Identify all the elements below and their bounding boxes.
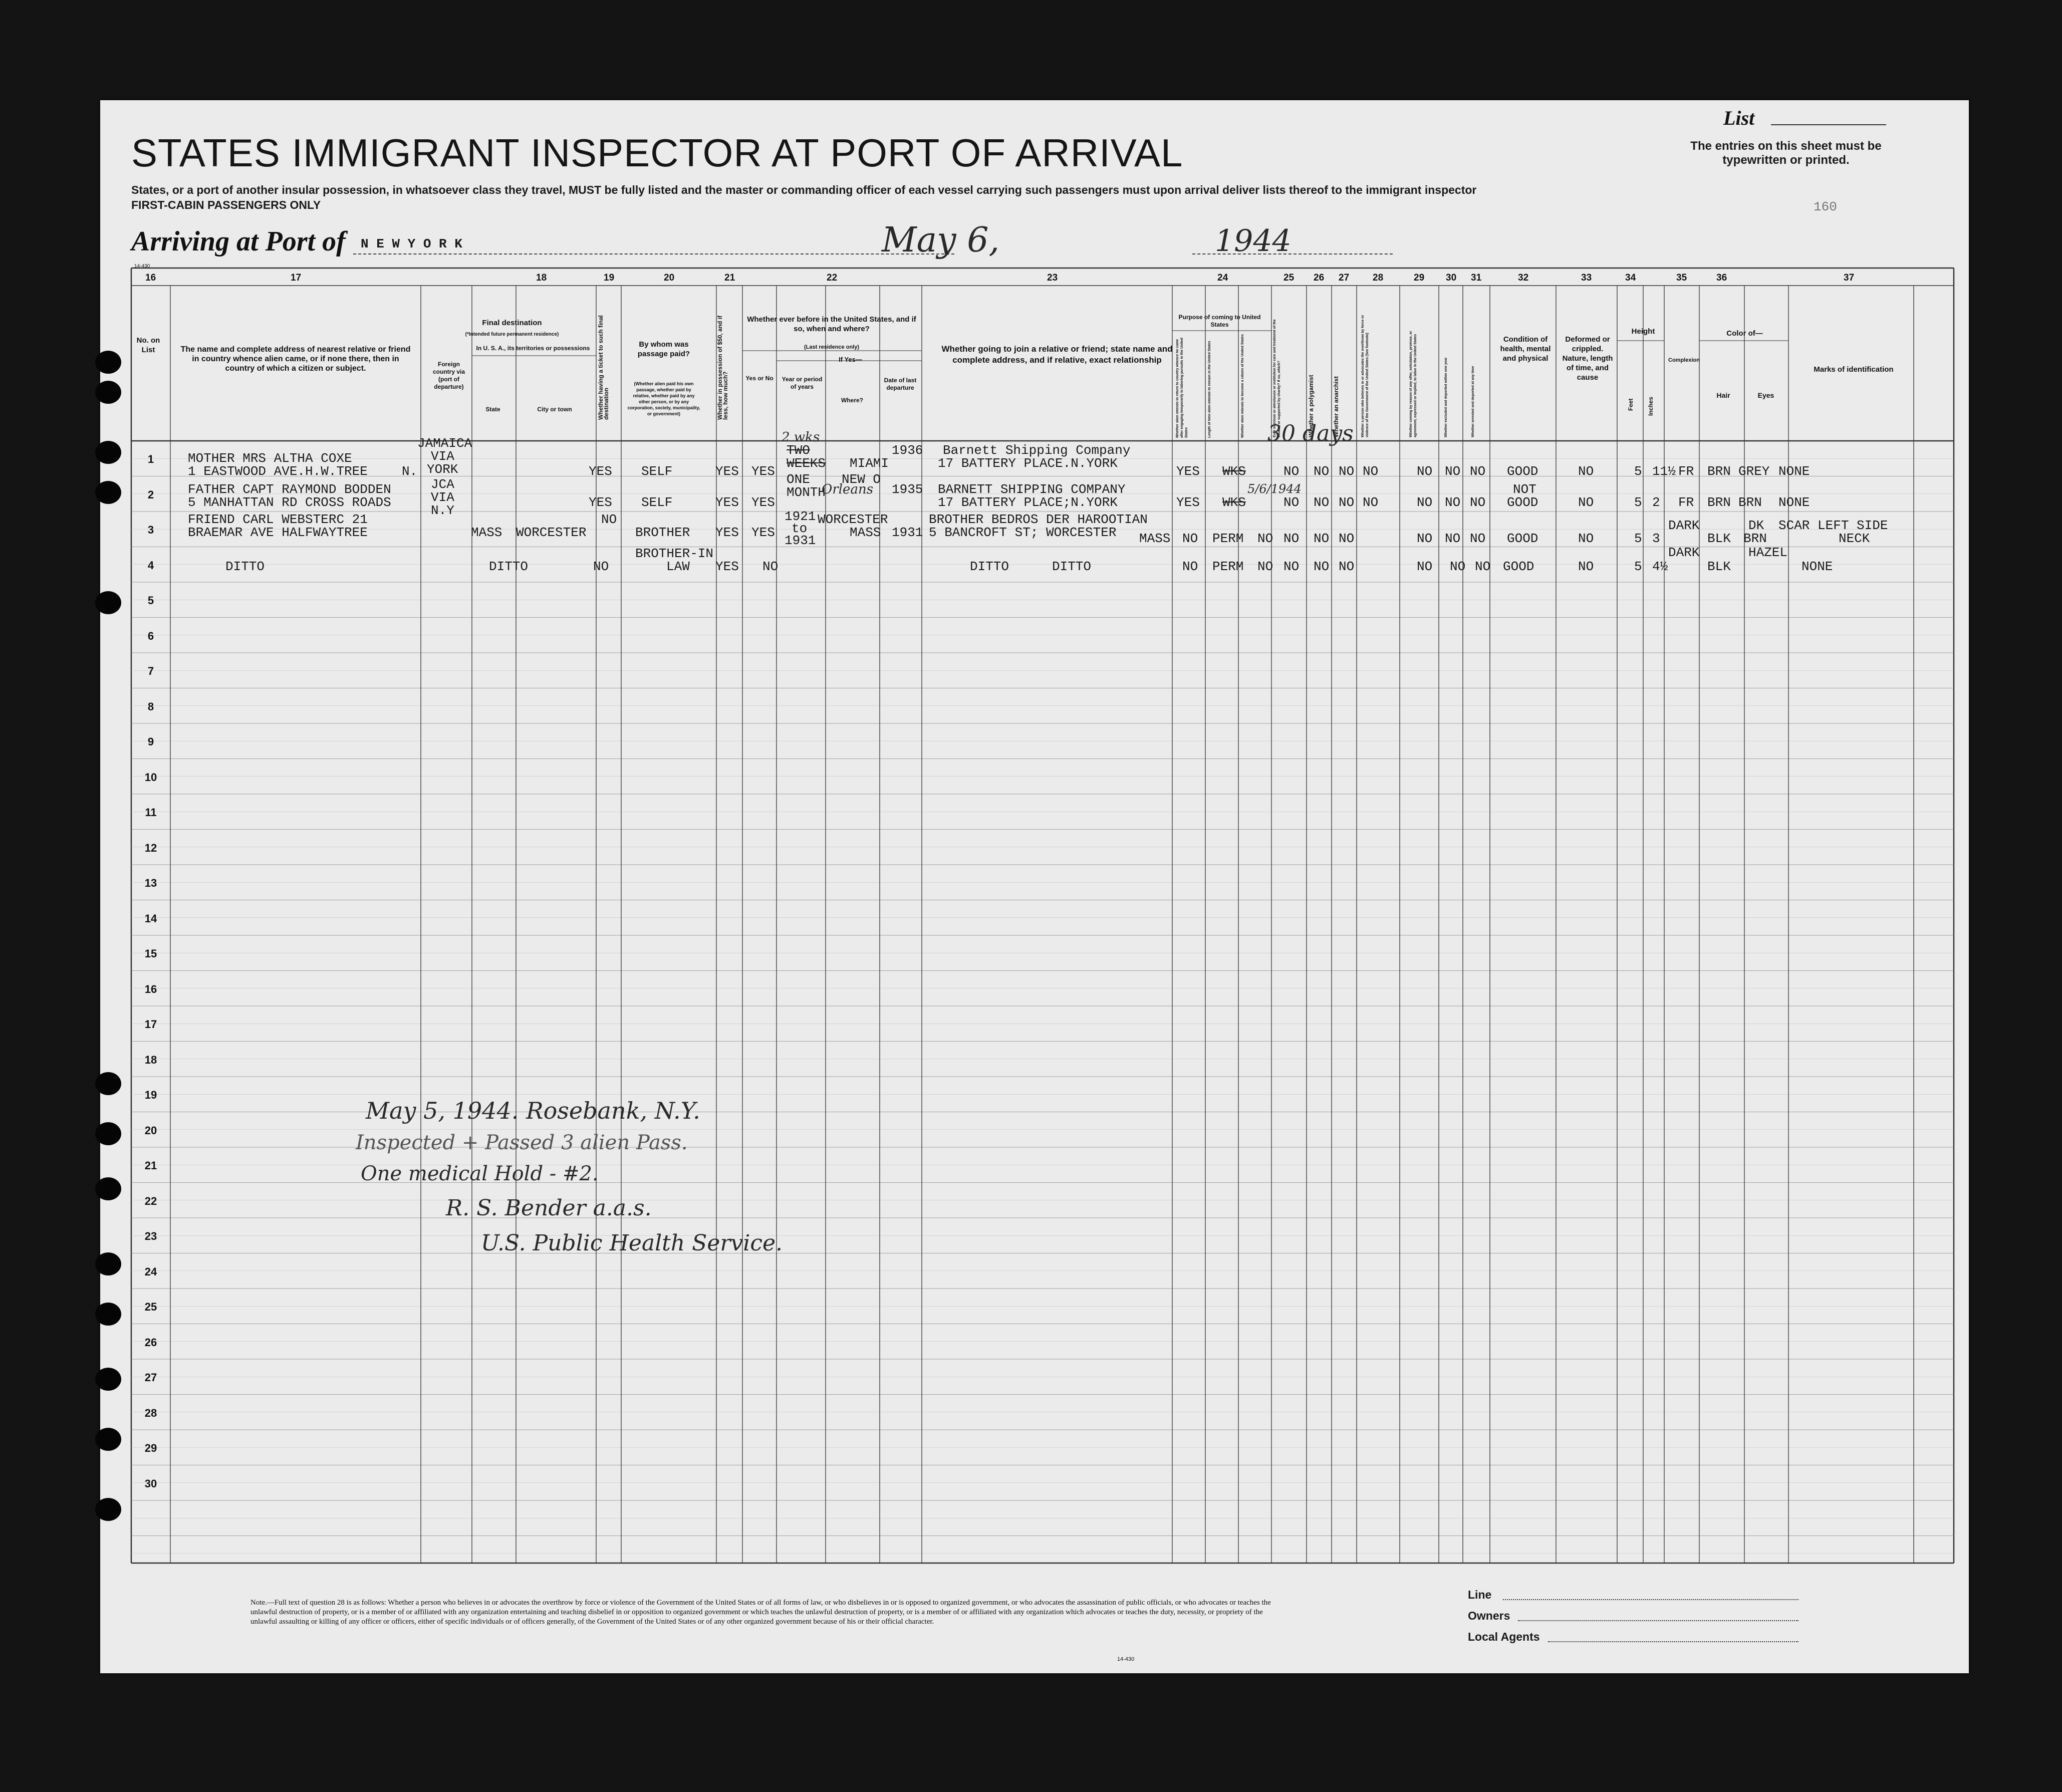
row-number: 14 bbox=[144, 912, 157, 925]
row-number: 21 bbox=[144, 1159, 157, 1172]
binder-hole bbox=[95, 381, 121, 404]
binder-hole bbox=[95, 1177, 121, 1200]
row-number: 2 bbox=[147, 488, 154, 501]
hdr-q30: Whether excluded and deported within one year bbox=[1444, 357, 1448, 437]
annotation-line1: May 5, 1944. Rosebank, N.Y. bbox=[366, 1097, 700, 1124]
row-number: 25 bbox=[144, 1301, 157, 1313]
row3-eyes-1: DK bbox=[1748, 518, 1764, 533]
row3-relative-line2: BRAEMAR AVE HALFWAYTREE bbox=[188, 525, 368, 540]
binder-hole bbox=[95, 1072, 121, 1095]
hdr-date-departure: Date of last departure bbox=[884, 377, 917, 391]
footer-form-code: 14-430 bbox=[1117, 1656, 1135, 1662]
row2-hair: BRN bbox=[1707, 495, 1731, 510]
row4-deformed: NO bbox=[1578, 559, 1594, 574]
row3-money: YES bbox=[715, 525, 739, 540]
hdr-q29: Whether coming by reason of any offer, solicitation, promise, or agreement, expressed or implied, to labor in the United States bbox=[1409, 331, 1417, 437]
hdr-prison: Ever in prison or almshouse or institution for care and treatment of the insane, or supported by charity? If so, which? bbox=[1273, 319, 1281, 437]
column-number: 26 bbox=[1314, 273, 1325, 283]
row2-health: GOOD bbox=[1507, 495, 1538, 510]
footer-agents-label: Local Agents bbox=[1468, 1630, 1540, 1643]
hdr-marks: Marks of identification bbox=[1814, 365, 1894, 374]
hdr-purpose-c: Whether alien intends to become a citizen of the United States bbox=[1241, 334, 1244, 438]
row2-purpose-hand: 5/6/1944 bbox=[1247, 482, 1302, 496]
hdr-complexion: Complexion bbox=[1668, 357, 1700, 363]
table-grid bbox=[100, 100, 1969, 1673]
row3-relative-line1: FRIEND CARL WEBSTERC 21 bbox=[188, 512, 368, 527]
hdr-ticket: Whether having a ticket to such final destination bbox=[597, 315, 610, 420]
column-number: 24 bbox=[1217, 273, 1228, 283]
hdr-hair: Hair bbox=[1716, 391, 1730, 399]
row3-health: GOOD bbox=[1507, 531, 1538, 546]
row-number: 24 bbox=[144, 1265, 157, 1278]
column-number: 21 bbox=[724, 273, 735, 283]
row4-c29: NO bbox=[1417, 559, 1433, 574]
form-code-top: 14-430 bbox=[134, 264, 150, 269]
row1-c26: NO bbox=[1314, 464, 1330, 479]
row2-c31: NO bbox=[1470, 495, 1486, 510]
hdr-where: Where? bbox=[841, 397, 863, 404]
annotation-line3: One medical Hold - #2. bbox=[361, 1162, 599, 1185]
row4-join-1: DITTO bbox=[970, 559, 1009, 574]
hdr-polygamist: Whether a polygamist bbox=[1308, 375, 1315, 437]
row2-where: NEW O bbox=[842, 472, 881, 487]
row1-eyes: GREY bbox=[1738, 464, 1770, 479]
row3-join-2: 5 BANCROFT ST; WORCESTER bbox=[929, 525, 1117, 540]
row4-c30: NO bbox=[1450, 559, 1466, 574]
column-number: 25 bbox=[1283, 273, 1295, 283]
row-number: 19 bbox=[144, 1089, 157, 1101]
row3-where-2: MASS bbox=[850, 525, 881, 540]
row1-c25: NO bbox=[1283, 464, 1300, 479]
annotation-line2: Inspected + Passed 3 alien Pass. bbox=[356, 1131, 688, 1154]
hdr-relative-abroad: The name and complete address of nearest relative or friend in country whence alien came, or if none there, then in country of which a citizen or subject. bbox=[180, 345, 411, 373]
row1-relative-line1: MOTHER MRS ALTHA COXE bbox=[188, 451, 352, 466]
row2-marks: NONE bbox=[1778, 495, 1810, 510]
binder-hole bbox=[95, 1368, 121, 1391]
hdr-in-usa: In U. S. A., its territories or possessions bbox=[476, 345, 590, 352]
port-line bbox=[353, 253, 954, 254]
row3-paid: BROTHER bbox=[635, 525, 690, 540]
row2-money: YES bbox=[715, 495, 739, 510]
row1-foreign-2: VIA bbox=[431, 449, 454, 464]
column-number: 30 bbox=[1446, 273, 1457, 283]
row-number: 18 bbox=[144, 1053, 157, 1066]
hdr-last-residence: (Last residence only) bbox=[804, 344, 860, 350]
row1-join-1: Barnett Shipping Company bbox=[943, 443, 1131, 458]
row-number: 22 bbox=[144, 1194, 157, 1207]
column-number: 35 bbox=[1676, 273, 1687, 283]
row4-c28: NO bbox=[1339, 559, 1355, 574]
row3-marks-2: NECK bbox=[1839, 531, 1870, 546]
row-number: 16 bbox=[144, 982, 157, 995]
row4-before: NO bbox=[762, 559, 779, 574]
hdr-final-destination-note: (*Intended future permanent residence) bbox=[465, 332, 559, 337]
row2-c27: NO bbox=[1339, 495, 1355, 510]
row2-relative-line1: FATHER CAPT RAYMOND BODDEN bbox=[188, 482, 391, 497]
footer-owners-field bbox=[1518, 1620, 1798, 1621]
footer-agents-field bbox=[1548, 1641, 1798, 1642]
row-number: 15 bbox=[144, 947, 157, 960]
row1-c31: NO bbox=[1470, 464, 1486, 479]
column-number: 22 bbox=[827, 273, 838, 283]
footer-line-field bbox=[1503, 1599, 1798, 1600]
row2-ticket: YES bbox=[589, 495, 612, 510]
hdr-if-yes: If Yes— bbox=[839, 356, 862, 363]
page-title: STATES IMMIGRANT INSPECTOR AT PORT OF ARRIVAL bbox=[131, 131, 1183, 175]
row-number: 29 bbox=[144, 1442, 157, 1454]
row4-eyes: HAZEL bbox=[1748, 545, 1788, 560]
row1-c30: NO bbox=[1445, 464, 1461, 479]
list-label: List bbox=[1723, 107, 1755, 129]
class-line: FIRST-CABIN PASSENGERS ONLY bbox=[131, 198, 321, 211]
row4-complexion: DARK bbox=[1668, 545, 1700, 560]
hdr-join-relative: Whether going to join a relative or friend; state name and complete address, and if relative, exact relationship bbox=[941, 344, 1173, 365]
hdr-q28: Whether a person who believes in or advocates the overthrow by force or violence of the Government of the United States (See footnote) bbox=[1361, 315, 1369, 437]
hdr-final-destination: Final destination bbox=[482, 319, 542, 327]
row2-period-2: MONTH bbox=[787, 485, 826, 500]
row-number: 13 bbox=[144, 877, 157, 889]
row4-paid: LAW bbox=[666, 559, 690, 574]
hdr-health: Condition of health, mental and physical bbox=[1500, 335, 1551, 363]
row2-deformed: NO bbox=[1578, 495, 1594, 510]
hdr-year-period: Year or period of years bbox=[782, 376, 823, 390]
row1-before: YES bbox=[751, 464, 775, 479]
row2-relative-line2: 5 MANHATTAN RD CROSS ROADS bbox=[188, 495, 391, 510]
hdr-yes-or-no: Yes or No bbox=[745, 375, 774, 382]
row2-foreign-1: JCA bbox=[431, 477, 454, 492]
hdr-no-on-list: No. on List bbox=[136, 336, 160, 354]
row4-feet: 5 bbox=[1634, 559, 1642, 574]
row3-c27: NO bbox=[1314, 531, 1330, 546]
row1-purpose-a: YES bbox=[1176, 464, 1200, 479]
column-number: 37 bbox=[1844, 273, 1855, 283]
row1-foreign-3: YORK bbox=[427, 462, 458, 477]
row-number: 6 bbox=[147, 629, 154, 642]
column-number: 18 bbox=[536, 273, 547, 283]
row2-foreign-3: N.Y bbox=[431, 503, 454, 518]
row3-purpose-b: PERM bbox=[1212, 531, 1244, 546]
row1-complexion: FR bbox=[1678, 464, 1694, 479]
row2-join-1: BARNETT SHIPPING COMPANY bbox=[938, 482, 1126, 497]
row3-city: WORCESTER bbox=[516, 525, 587, 540]
row4-hair: BLK bbox=[1707, 559, 1731, 574]
row1-money: YES bbox=[715, 464, 739, 479]
row-number: 20 bbox=[144, 1124, 157, 1137]
binder-hole bbox=[95, 1122, 121, 1145]
binder-hole bbox=[95, 481, 121, 504]
binder-hole bbox=[95, 1498, 121, 1521]
row3-join-1: BROTHER BEDROS DER HAROOTIAN bbox=[929, 512, 1148, 527]
row2-health-1: NOT bbox=[1513, 482, 1536, 497]
row3-join-state: MASS bbox=[1139, 531, 1171, 546]
manifest-sheet bbox=[100, 100, 1969, 1673]
column-number: 33 bbox=[1581, 273, 1592, 283]
row2-c28: NO bbox=[1363, 495, 1379, 510]
row-number: 1 bbox=[147, 453, 154, 465]
annotation-line4: R. S. Bender a.a.s. bbox=[446, 1195, 652, 1221]
row-number: 17 bbox=[144, 1018, 157, 1031]
hdr-inches: Inches bbox=[1647, 396, 1654, 416]
column-number: 36 bbox=[1716, 273, 1727, 283]
row2-c30: NO bbox=[1445, 495, 1461, 510]
row3-c25: NO bbox=[1257, 531, 1273, 546]
row3-marks: SCAR LEFT SIDE bbox=[1778, 518, 1888, 533]
row4-state: DITTO bbox=[489, 559, 529, 574]
port-name: N E W Y O R K bbox=[361, 236, 462, 251]
hdr-passage-paid: By whom was passage paid? bbox=[637, 340, 690, 358]
row3-c29: NO bbox=[1417, 531, 1433, 546]
row4-c25: NO bbox=[1257, 559, 1273, 574]
row4-paid-1: BROTHER-IN bbox=[635, 546, 714, 561]
hdr-foreign-country: Foreign country via (port of departure) bbox=[432, 361, 465, 390]
row3-c30: NO bbox=[1445, 531, 1461, 546]
annotation-line5: U.S. Public Health Service. bbox=[481, 1230, 783, 1256]
row2-date-dep: 1935 bbox=[892, 482, 923, 497]
row4-marks: NONE bbox=[1801, 559, 1833, 574]
row2-paid: SELF bbox=[641, 495, 673, 510]
footer-note: Note.—Full text of question 28 is as follows: Whether a person who believes in or advocates the overthrow by force or violence of the Government of the United States or of all forms of law, or who disbelieves in or is opposed to organized government, or who advocates the assassination of public officials, or who advocates or teaches the unlawful destruction of property, or is a member of or affiliated with any organization entertaining and teaching disbelief in or opposition to organized government or which teaches the unlawful destruction of property, or is a member of or affiliated with any organization which advocates or teaches the duty, necessity, or propriety of the unlawful assaulting or killing of any officer or officers, either of specific individuals or of officers generally, of the Government of the United States or of any other organized government because of his or their official character. bbox=[250, 1599, 1271, 1626]
row2-complexion: FR bbox=[1678, 495, 1694, 510]
hdr-passage-paid-note: (Whether alien paid his own passage, whether paid by relative, whether paid by any other person, or by any corporation, society, municipality, or government) bbox=[627, 381, 700, 416]
column-number: 17 bbox=[291, 273, 302, 283]
row3-hair: BLK bbox=[1707, 531, 1731, 546]
hdr-deformed: Deformed or crippled. Nature, length of time, and cause bbox=[1562, 335, 1613, 382]
row-number: 11 bbox=[145, 806, 157, 819]
row-number: 26 bbox=[144, 1336, 157, 1349]
row2-eyes: BRN bbox=[1738, 495, 1762, 510]
row3-period-3: 1931 bbox=[785, 533, 816, 548]
hdr-purpose-a: Whether alien intends to return to country whence he came after engaging temporarily in laboring pursuits in the United States bbox=[1176, 338, 1188, 438]
row2-where-2: Orleans bbox=[822, 482, 874, 497]
hdr-height: Height bbox=[1631, 327, 1655, 336]
row1-join-2: 17 BATTERY PLACE.N.YORK bbox=[938, 456, 1118, 471]
row4-health: GOOD bbox=[1503, 559, 1534, 574]
hdr-purpose-b: Length of time alien intends to remain in the United States bbox=[1208, 341, 1211, 438]
hdr-q31: Whether arrested and deported at any time bbox=[1471, 366, 1475, 437]
hdr-city: City or town bbox=[537, 406, 572, 413]
row3-inches: 3 bbox=[1652, 531, 1660, 546]
row1-paid: SELF bbox=[641, 464, 673, 479]
hdr-color-of: Color of— bbox=[1726, 329, 1763, 338]
row2-c29: NO bbox=[1417, 495, 1433, 510]
row2-c25: NO bbox=[1283, 495, 1300, 510]
arriving-label: Arriving at Port of bbox=[131, 226, 346, 257]
row1-feet: 5 bbox=[1634, 464, 1642, 479]
row3-period-1: 1921 bbox=[785, 509, 816, 524]
row1-period-hand: 2 wks bbox=[782, 430, 820, 445]
arrival-date: May 6, bbox=[882, 220, 1000, 260]
column-number: 19 bbox=[604, 273, 615, 283]
row1-hair: BRN bbox=[1707, 464, 1731, 479]
row3-c28: NO bbox=[1339, 531, 1355, 546]
instruction-text: The entries on this sheet must be typewritten or printed. bbox=[1690, 139, 1882, 167]
row3-date-dep: 1931 bbox=[892, 525, 923, 540]
binder-hole bbox=[95, 441, 121, 464]
row1-relative-line2: 1 EASTWOOD AVE.H.W.TREE bbox=[188, 464, 368, 479]
row-number: 27 bbox=[144, 1371, 157, 1384]
row-number: 23 bbox=[144, 1230, 157, 1242]
row-number: 3 bbox=[147, 524, 154, 536]
hdr-eyes: Eyes bbox=[1757, 391, 1774, 399]
hdr-feet: Feet bbox=[1627, 398, 1634, 411]
column-number: 27 bbox=[1339, 273, 1350, 283]
row4-c27: NO bbox=[1314, 559, 1330, 574]
arrival-year: 1944 bbox=[1215, 223, 1292, 259]
row-number: 12 bbox=[144, 841, 157, 854]
row1-ticket: YES bbox=[589, 464, 612, 479]
row-number: 5 bbox=[147, 594, 154, 607]
row4-c31: NO bbox=[1475, 559, 1491, 574]
hdr-state: State bbox=[485, 406, 500, 413]
hdr-before-in-us: Whether ever before in the United States, and if so, when and where? bbox=[747, 315, 916, 333]
row2-join-2: 17 BATTERY PLACE;N.YORK bbox=[938, 495, 1118, 510]
row-number: 8 bbox=[147, 700, 154, 713]
row-number: 28 bbox=[144, 1406, 157, 1419]
binder-hole bbox=[95, 1252, 121, 1275]
column-number: 28 bbox=[1373, 273, 1384, 283]
column-number: 20 bbox=[664, 273, 675, 283]
row4-ticket: NO bbox=[593, 559, 609, 574]
row-number: 9 bbox=[147, 735, 154, 748]
row2-before: YES bbox=[751, 495, 775, 510]
row1-inches: 11½ bbox=[1652, 464, 1676, 479]
binder-hole bbox=[95, 1428, 121, 1451]
column-number: 32 bbox=[1518, 273, 1529, 283]
row3-ticket: NO bbox=[601, 512, 617, 527]
row3-deformed: NO bbox=[1578, 531, 1594, 546]
row3-purpose-a: NO bbox=[1182, 531, 1198, 546]
row1-deformed: NO bbox=[1578, 464, 1594, 479]
row4-purpose-b: PERM bbox=[1212, 559, 1244, 574]
row3-c31: NO bbox=[1470, 531, 1486, 546]
row3-eyes: BRN bbox=[1743, 531, 1767, 546]
row4-inches: 4½ bbox=[1652, 559, 1668, 574]
column-number: 31 bbox=[1471, 273, 1482, 283]
row2-period-1: ONE bbox=[787, 472, 810, 487]
row-number: 30 bbox=[144, 1477, 157, 1490]
footer-line-label: Line bbox=[1468, 1588, 1492, 1601]
row3-feet: 5 bbox=[1634, 531, 1642, 546]
row1-city-extra: N. bbox=[402, 464, 418, 479]
row1-period-2: WEEKS bbox=[787, 456, 826, 471]
row1-foreign-1: JAMAICA bbox=[417, 436, 472, 451]
list-number-line bbox=[1771, 124, 1886, 125]
row1-date-dep: 1936 bbox=[892, 443, 923, 458]
column-number: 23 bbox=[1047, 273, 1058, 283]
row1-period-1: TWO bbox=[787, 443, 810, 458]
column-number: 29 bbox=[1414, 273, 1425, 283]
row4-join-2: DITTO bbox=[1052, 559, 1092, 574]
column-number: 34 bbox=[1625, 273, 1636, 283]
row2-purpose-b: WKS bbox=[1222, 495, 1246, 510]
row3-c26: NO bbox=[1283, 531, 1300, 546]
row3-complexion: DARK bbox=[1668, 518, 1700, 533]
row3-where-1: WORCESTER bbox=[818, 512, 888, 527]
row1-health: GOOD bbox=[1507, 464, 1538, 479]
row2-feet: 5 bbox=[1634, 495, 1642, 510]
hdr-money: Whether in possession of $50, and if less, how much? bbox=[716, 315, 729, 420]
row3-before: YES bbox=[751, 525, 775, 540]
row1-c28: NO bbox=[1363, 464, 1379, 479]
binder-hole bbox=[95, 351, 121, 374]
hdr-purpose: Purpose of coming to United States bbox=[1178, 314, 1261, 328]
row1-c29: NO bbox=[1417, 464, 1433, 479]
subtitle-line: States, or a port of another insular possession, in whatsoever class they travel, MUST be fully listed and the master or commanding officer of each vessel carrying such passengers must upon arrival deliver lists thereof to the immigrant inspector bbox=[131, 183, 1477, 196]
hdr-anarchist: Whether an anarchist bbox=[1333, 376, 1340, 437]
row1-c27: NO bbox=[1339, 464, 1355, 479]
sheet-number: 160 bbox=[1814, 199, 1837, 214]
row-number: 10 bbox=[144, 771, 157, 784]
row1-where: MIAMI bbox=[850, 456, 889, 471]
binder-hole bbox=[95, 1303, 121, 1326]
row3-period-2: to bbox=[792, 521, 808, 536]
row2-inches: 2 bbox=[1652, 495, 1660, 510]
row3-state: MASS bbox=[471, 525, 502, 540]
row1-marks: NONE bbox=[1778, 464, 1810, 479]
row-number: 4 bbox=[147, 559, 154, 572]
column-number: 16 bbox=[145, 273, 156, 283]
row1-purpose-hand: 30 days bbox=[1267, 421, 1354, 446]
footer-owners-label: Owners bbox=[1468, 1609, 1510, 1622]
row-number: 7 bbox=[147, 665, 154, 677]
row2-c26: NO bbox=[1314, 495, 1330, 510]
row4-money: YES bbox=[715, 559, 739, 574]
row2-purpose-a: YES bbox=[1176, 495, 1200, 510]
row2-foreign-2: VIA bbox=[431, 490, 454, 505]
row4-c26: NO bbox=[1283, 559, 1300, 574]
row4-purpose-a: NO bbox=[1182, 559, 1198, 574]
row1-purpose-b: WKS bbox=[1222, 464, 1246, 479]
binder-hole bbox=[95, 591, 121, 614]
row4-relative-line1: DITTO bbox=[225, 559, 265, 574]
